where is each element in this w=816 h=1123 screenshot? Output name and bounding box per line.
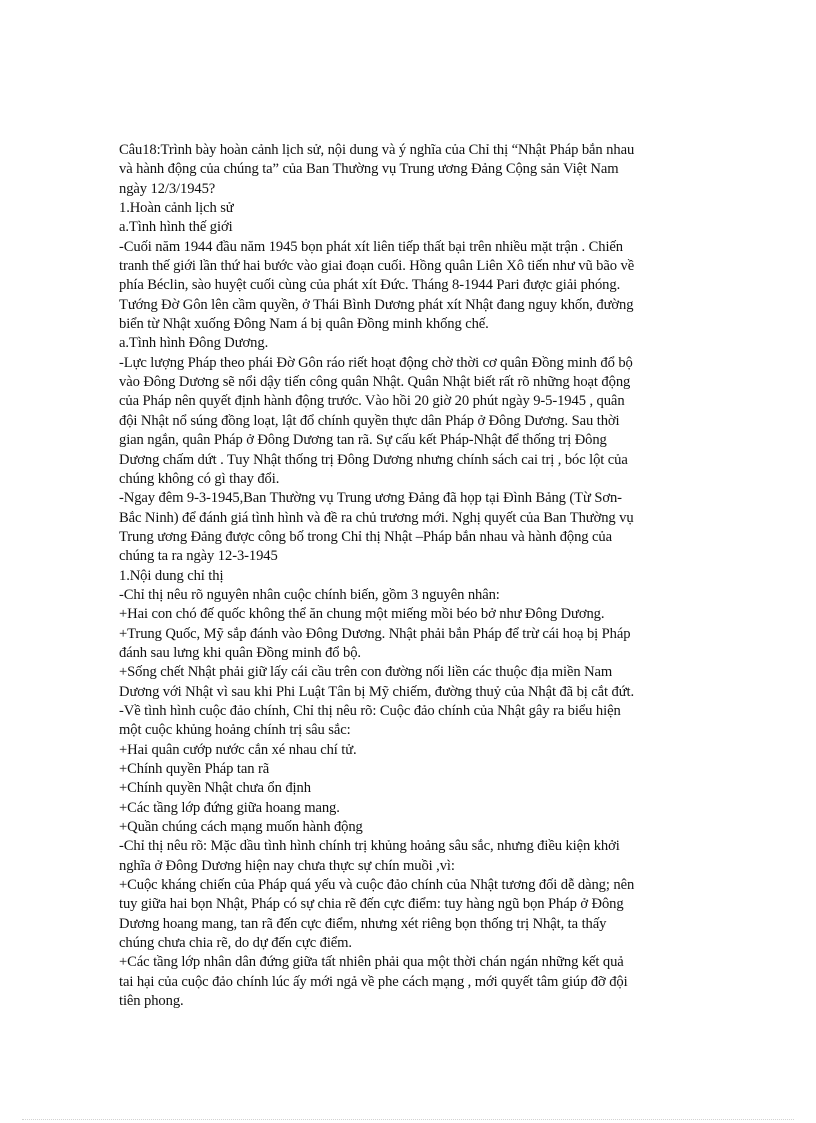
text-line: -Về tình hình cuộc đảo chính, Chỉ thị nêu rõ: Cuộc đảo chính của Nhật gây ra biểu hiện [119, 702, 621, 719]
text-line: đội Nhật nổ súng đồng loạt, lật đổ chính quyền thực dân Pháp ở Đông Dương. Sau thời [119, 412, 620, 429]
text-line: +Quần chúng cách mạng muốn hành động [119, 819, 363, 836]
text-line: gian ngắn, quân Pháp ở Đông Dương tan rã. Sự cấu kết Pháp-Nhật để thống trị Đông [119, 432, 607, 449]
paragraph [119, 567, 705, 586]
text-line: ngày 12/3/1945? [119, 180, 216, 197]
text-line: Dương với Nhật vì sau khi Phi Luật Tân bị Mỹ chiếm, đường thuỷ của Nhật đã bị cắt đứt. [119, 683, 635, 700]
text-line: tiên phong. [119, 993, 184, 1010]
paragraph [119, 199, 705, 218]
text-line: +Chính quyền Pháp tan rã [119, 761, 270, 777]
paragraph [119, 799, 705, 818]
document-body [119, 141, 705, 1011]
paragraph [119, 837, 705, 876]
text-line: +Sống chết Nhật phải giữ lấy cái cầu trên con đường nối liền các thuộc địa miền Nam [119, 664, 613, 681]
text-line: -Chỉ thị nêu rõ: Mặc dầu tình hình chính trị khủng hoảng sâu sắc, nhưng điều kiện khởi [119, 838, 620, 855]
text-line: Bắc Ninh) để đánh giá tình hình và đề ra chủ trương mới. Nghị quyết của Ban Thường vụ [119, 509, 634, 526]
text-line: +Chính quyền Nhật chưa ổn định [119, 780, 311, 797]
text-line: chúng chưa chia rẽ, do dự đến cực điểm. [119, 935, 352, 952]
text-line: 1.Hoàn cảnh lịch sử [119, 200, 234, 217]
text-line: tuy giữa hai bọn Nhật, Pháp có sự chia rẽ đến cực điểm: tuy hàng ngũ bọn Pháp ở Đông [119, 896, 624, 913]
text-line: +Hai con chó đế quốc không thể ăn chung một miếng mồi béo bở như Đông Dương. [119, 606, 605, 623]
text-line: của Pháp nên quyết định hành động trước. Vào hồi 20 giờ 20 phút ngày 9-5-1945 , quân [119, 393, 625, 410]
text-line: và hành động của chúng ta” của Ban Thường vụ Trung ương Đảng Cộng sản Việt Nam [119, 161, 619, 178]
text-line: +Các tầng lớp nhân dân đứng giữa tất nhiên phải qua một thời chán ngán những kết quả [119, 954, 624, 971]
paragraph [119, 760, 705, 779]
paragraph [119, 702, 705, 741]
text-line: -Cuối năm 1944 đầu năm 1945 bọn phát xít liên tiếp thất bại trên nhiều mặt trận . Chiến [119, 238, 624, 255]
text-line: +Cuộc kháng chiến của Pháp quá yếu và cuộc đảo chính của Nhật tương đối dễ dàng; nên [119, 877, 635, 894]
paragraph [119, 953, 705, 1011]
text-line: +Trung Quốc, Mỹ sắp đánh vào Đông Dương. Nhật phải bắn Pháp để trừ cái hoạ bị Pháp [119, 625, 631, 642]
text-line: đánh sau lưng khi quân Đồng minh đổ bộ. [119, 644, 361, 661]
page-bottom-rule [22, 1119, 794, 1120]
text-line: -Lực lượng Pháp theo phái Đờ Gôn ráo riết hoạt động chờ thời cơ quân Đồng minh đổ bộ [119, 354, 633, 371]
paragraph [119, 586, 705, 605]
paragraph [119, 741, 705, 760]
paragraph [119, 663, 705, 702]
text-line: chúng không có gì thay đổi. [119, 470, 280, 487]
paragraph [119, 876, 705, 953]
text-line: Câu18:Trình bày hoàn cảnh lịch sử, nội dung và ý nghĩa của Chỉ thị “Nhật Pháp bắn nhau [119, 142, 635, 158]
text-line: biển từ Nhật xuống Đông Nam á bị quân Đồng minh khống chế. [119, 316, 489, 333]
paragraph [119, 334, 705, 353]
paragraph [119, 141, 705, 199]
paragraph [119, 779, 705, 798]
paragraph [119, 605, 705, 624]
paragraph [119, 818, 705, 837]
text-line: a.Tình hình thế giới [119, 219, 233, 236]
text-line: a.Tình hình Đông Dương. [119, 335, 269, 352]
paragraph [119, 238, 705, 335]
text-line: phía Béclin, sào huyệt cuối cùng của phát xít Đức. Tháng 8-1944 Pari được giải phóng. [119, 277, 621, 294]
text-line: 1.Nội dung chỉ thị [119, 567, 224, 584]
text-line: -Ngay đêm 9-3-1945,Ban Thường vụ Trung ương Đảng đã họp tại Đình Bảng (Từ Sơn- [119, 490, 622, 507]
text-line: -Chỉ thị nêu rõ nguyên nhân cuộc chính biến, gồm 3 nguyên nhân: [119, 586, 500, 603]
text-line: Trung ương Đảng được công bố trong Chỉ thị Nhật –Pháp bắn nhau và hành động của [119, 528, 612, 545]
text-line: vào Đông Dương sẽ nổi dậy tiến công quân Nhật. Quân Nhật biết rất rõ những hoạt động [119, 374, 631, 391]
text-line: tai hại của cuộc đảo chính lúc ấy mới ngả về phe cách mạng , mới quyết tâm giúp đỡ đội [119, 973, 628, 990]
text-line: Dương hoang mang, tan rã đến cực điểm, nhưng xét riêng bọn thống trị Nhật, ta thấy [119, 915, 607, 932]
text-line: +Các tầng lớp đứng giữa hoang mang. [119, 799, 340, 816]
text-line: +Hai quân cướp nước cắn xé nhau chí tử. [119, 741, 357, 758]
text-line: chúng ta ra ngày 12-3-1945 [119, 548, 278, 565]
text-line: Dương chấm dứt . Tuy Nhật thống trị Đông Dương nhưng chính sách cai trị , bóc lột của [119, 451, 628, 468]
text-line: nghĩa ở Đông Dương hiện nay chưa thực sự chín muồi ,vì: [119, 857, 455, 874]
text-line: Tướng Đờ Gôn lên cầm quyền, ở Thái Bình Dương phát xít Nhật đang nguy khốn, đường [119, 296, 634, 313]
paragraph [119, 218, 705, 237]
paragraph [119, 625, 705, 664]
text-line: tranh thế giới lần thứ hai bước vào giai đoạn cuối. Hồng quân Liên Xô tiến như vũ bão về [119, 258, 635, 275]
text-line: một cuộc khủng hoảng chính trị sâu sắc: [119, 722, 351, 739]
paragraph [119, 354, 705, 489]
paragraph [119, 489, 705, 566]
